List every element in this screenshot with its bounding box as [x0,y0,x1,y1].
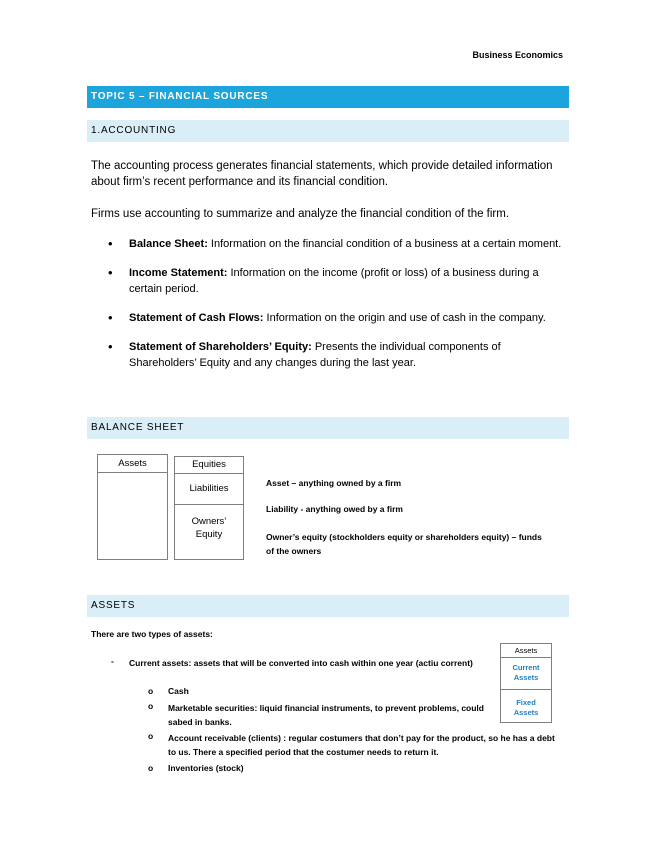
topic-banner: TOPIC 5 – FINANCIAL SOURCES [87,86,569,108]
current-asset-item: Cash [168,686,189,696]
current-asset-item: Account receivable (clients) : regular costumers that don’t pay for the product, so he has a debt to us. There a specified period that the costumer needs to return it. [168,733,555,757]
definition-owners-equity: Owner’s equity (stockholders equity or shareholders equity) – funds of the owners [266,532,542,556]
list-item [108,265,563,297]
definition-asset: Asset – anything owned by a firm [266,478,402,488]
statement-term: Income Statement: [129,267,228,279]
equities-column [174,456,244,560]
assets-intro: There are two types of assets: [91,629,213,639]
list-item [108,310,563,326]
section-heading-assets: ASSETS [87,595,569,617]
current-asset-item: Marketable securities: liquid financial instruments, to prevent problems, could sabed in banks. [168,703,484,727]
intro-paragraph-2: Firms use accounting to summarize and analyze the financial condition of the firm. [91,208,510,220]
statement-desc: Presents the individual components of Shareholders’ Equity and any changes during the last year. [129,341,501,369]
dash-marker: - [111,656,114,666]
assets-column [97,454,168,560]
current-asset-item: Inventories (stock) [168,763,244,773]
section-heading-balance-sheet: BALANCE SHEET [87,417,569,439]
financial-statements-list [108,236,563,384]
document-header: Business Economics [472,50,563,60]
section-heading-accounting: 1.ACCOUNTING [87,120,569,142]
sub-bullet-marker: o [148,686,154,696]
assets-diagram-title: Assets [501,644,551,658]
statement-term: Statement of Cash Flows: [129,312,264,324]
liabilities-label: Liabilities [175,474,243,505]
statement-term: Statement of Shareholders’ Equity: [129,341,312,353]
current-assets-label: Current Assets [501,658,551,690]
statement-desc: Information on the origin and use of cash in the company. [263,312,546,324]
sub-bullet-marker: o [148,763,154,773]
assets-diagram [500,643,552,723]
sub-bullet-marker: o [148,731,154,741]
statement-term: Balance Sheet: [129,238,208,250]
statement-desc: Information on the income (profit or loss) of a business during a certain period. [129,267,539,295]
current-assets-heading: Current assets: assets that will be converted into cash within one year (actiu corrent) [129,658,473,668]
statement-desc: Information on the financial condition of a business at a certain moment. [207,238,562,250]
sub-bullet-marker: o [148,701,154,711]
definition-liability: Liability - anything owed by a firm [266,504,403,514]
list-item [108,236,563,252]
assets-label: Assets [98,455,167,473]
intro-paragraph-1: The accounting process generates financial statements, which provide detailed information about firm’s recent performance and its financial condition. [91,160,553,188]
list-item [108,339,563,371]
equities-label: Equities [175,457,243,474]
fixed-assets-label: Fixed Assets [513,698,539,717]
owners-equity-label: Owners’ Equity [191,516,227,540]
